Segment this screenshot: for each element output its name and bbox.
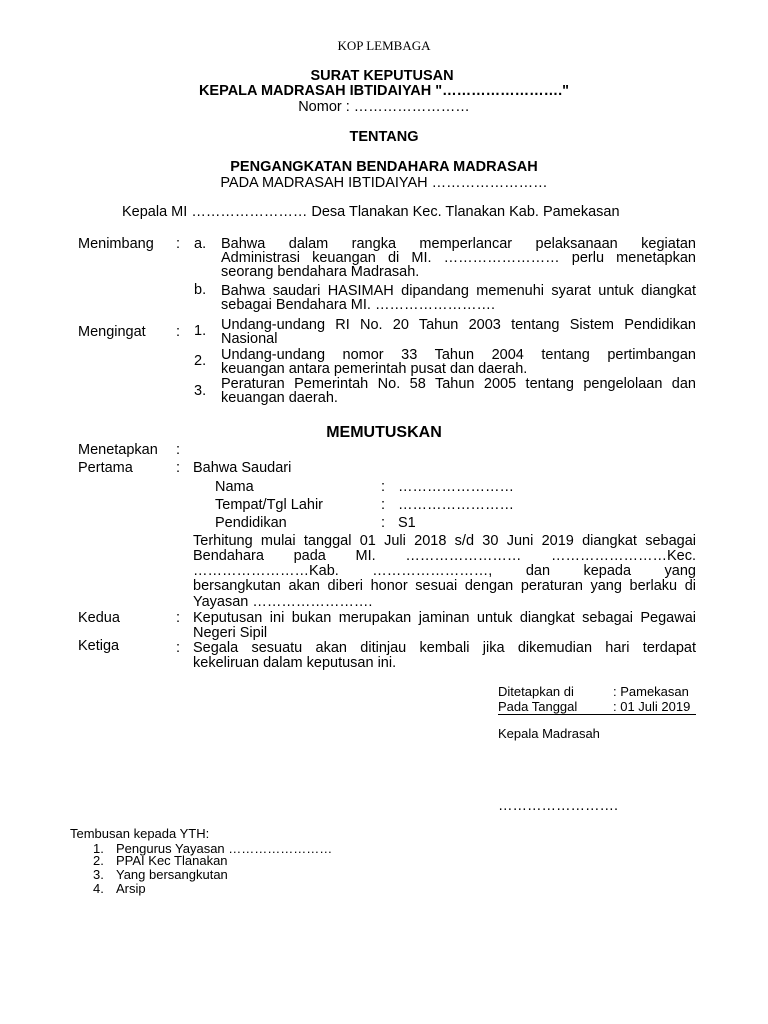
- mengingat-marker-3: 3.: [194, 383, 207, 399]
- field-pendidikan-value: S1: [398, 515, 416, 531]
- pertama-para-line-1: Terhitung mulai tanggal 01 Juli 2018 s/d 30 Juni 2019 diangkat sebagai: [193, 533, 696, 549]
- tembusan-item-1-num: 1.: [93, 841, 104, 856]
- pertama-intro: Bahwa Saudari: [193, 460, 292, 476]
- mengingat-1-line-1: Undang-undang RI No. 20 Tahun 2003 tentang Sistem Pendidikan: [221, 317, 696, 333]
- field-ttl-value: ……………………: [398, 497, 514, 513]
- nomor-line: Nomor : ……………………: [298, 99, 470, 115]
- ditetapkan-value: : Pamekasan: [613, 684, 689, 699]
- field-nama-colon: :: [381, 479, 386, 495]
- mengingat-2-line-2: keuangan antara pemerintah pusat dan daerah.: [221, 361, 528, 377]
- pertama-label: Pertama: [78, 460, 133, 476]
- tembusan-item-2-text: PPAI Kec Tlanakan: [116, 853, 228, 868]
- menimbang-b-line-2: sebagai Bendahara MI. …………………….: [221, 297, 495, 313]
- menimbang-a-line-3: seorang bendahara Madrasah.: [221, 264, 420, 280]
- ditetapkan-label: Ditetapkan di: [498, 684, 574, 699]
- menimbang-a-line-2: Administrasi keuangan di MI. …………………… perlu menetapkan: [221, 250, 696, 266]
- menimbang-b-line-1: Bahwa saudari HASIMAH dipandang memenuhi syarat untuk diangkat: [221, 283, 696, 299]
- ketiga-colon: :: [176, 640, 181, 656]
- pertama-colon: :: [176, 460, 181, 476]
- pertama-para-line-3: ……………………Kab. ……………………, dan kepada yang: [193, 563, 696, 579]
- kepala-mi-line: Kepala MI …………………… Desa Tlanakan Kec. Tlanakan Kab. Pamekasan: [122, 204, 620, 220]
- subject-line-1: PENGANGKATAN BENDAHARA MADRASAH: [230, 159, 538, 175]
- field-ttl-label: Tempat/Tgl Lahir: [215, 497, 323, 513]
- kedua-line-1: Keputusan ini bukan merupakan jaminan untuk diangkat sebagai Pegawai: [193, 610, 696, 626]
- tembusan-item-4-num: 4.: [93, 881, 104, 896]
- menimbang-a-line-1: Bahwa dalam rangka memperlancar pelaksanaan kegiatan: [221, 236, 696, 252]
- tembusan-item-1-text: Pengurus Yayasan ……………………: [116, 841, 333, 856]
- ketiga-line-2: kekeliruan dalam keputusan ini.: [193, 655, 397, 671]
- menetapkan-label: Menetapkan: [78, 442, 158, 458]
- kedua-line-2: Negeri Sipil: [193, 625, 268, 641]
- menetapkan-colon: :: [176, 442, 181, 458]
- mengingat-colon: :: [176, 324, 181, 340]
- tembusan-item-3-text: Yang bersangkutan: [116, 867, 228, 882]
- pertama-para-line-2: Bendahara pada MI. …………………… ……………………Kec.: [193, 548, 696, 564]
- mengingat-marker-2: 2.: [194, 353, 207, 369]
- tanggal-value: : 01 Juli 2019: [613, 699, 691, 714]
- pertama-para-line-5: Yayasan …………………….: [193, 594, 373, 610]
- menimbang-marker-a: a.: [194, 236, 207, 252]
- tentang-heading: TENTANG: [349, 129, 419, 145]
- kop-lembaga: KOP LEMBAGA: [337, 38, 431, 53]
- subject-line-2: PADA MADRASAH IBTIDAIYAH ……………………: [220, 175, 548, 191]
- title-kepala-madrasah: KEPALA MADRASAH IBTIDAIYAH "…………………….": [198, 83, 570, 99]
- tembusan-item-2-num: 2.: [93, 853, 104, 868]
- tembusan-title: Tembusan kepada YTH:: [70, 826, 210, 841]
- tembusan-item-3-num: 3.: [93, 867, 104, 882]
- menimbang-label: Menimbang: [78, 236, 154, 252]
- ketiga-line-1: Segala sesuatu akan ditinjau kembali jika dikemudian hari terdapat: [193, 640, 696, 656]
- tanggal-label: Pada Tanggal: [498, 699, 578, 714]
- menimbang-marker-b: b.: [194, 282, 207, 298]
- tanggal-underline: [498, 714, 696, 715]
- menimbang-colon: :: [176, 236, 181, 252]
- mengingat-3-line-1: Peraturan Pemerintah No. 58 Tahun 2005 tentang pengelolaan dan: [221, 376, 696, 392]
- mengingat-marker-1: 1.: [194, 323, 207, 339]
- title-surat-keputusan: SURAT KEPUTUSAN: [310, 68, 454, 84]
- signature-name-placeholder: …………………….: [498, 798, 619, 814]
- mengingat-2-line-1: Undang-undang nomor 33 Tahun 2004 tentang pertimbangan: [221, 347, 696, 363]
- kedua-label: Kedua: [78, 610, 120, 626]
- kepala-madrasah-title: Kepala Madrasah: [498, 726, 600, 741]
- field-nama-value: ……………………: [398, 479, 514, 495]
- mengingat-label: Mengingat: [78, 324, 146, 340]
- kedua-colon: :: [176, 610, 181, 626]
- mengingat-3-line-2: keuangan daerah.: [221, 390, 338, 406]
- field-pendidikan-label: Pendidikan: [215, 515, 287, 531]
- field-nama-label: Nama: [215, 479, 254, 495]
- tembusan-item-4-text: Arsip: [116, 881, 146, 896]
- memutuskan-heading: MEMUTUSKAN: [326, 424, 442, 441]
- field-pendidikan-colon: :: [381, 515, 386, 531]
- field-ttl-colon: :: [381, 497, 386, 513]
- pertama-para-line-4: bersangkutan akan diberi honor sesuai dengan peraturan yang berlaku di: [193, 578, 696, 594]
- ketiga-label: Ketiga: [78, 638, 120, 654]
- mengingat-1-line-2: Nasional: [221, 331, 278, 347]
